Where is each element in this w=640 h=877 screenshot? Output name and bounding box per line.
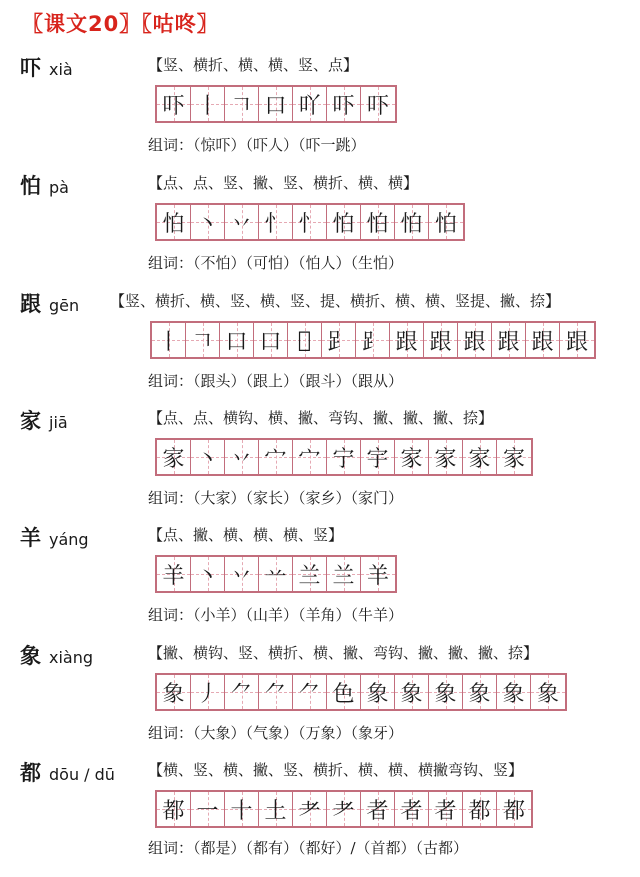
stroke-cell: 色 [327, 675, 361, 709]
stroke-order-text: 【点、点、竖、撇、竖、横折、横、横】 [148, 174, 419, 192]
stroke-cell: 吖 [293, 87, 327, 121]
stroke-cell: 象 [157, 675, 191, 709]
stroke-cell: 跟 [424, 323, 458, 357]
stroke-cell: 口 [254, 323, 288, 357]
stroke-order-text: 【竖、横折、横、横、竖、点】 [148, 56, 359, 74]
stroke-cell: 丨 [152, 323, 186, 357]
word-examples: 组词：（小羊）（山羊）（羊角）（牛羊） [148, 606, 404, 624]
character: 家 [20, 408, 41, 433]
stroke-cell: ⻊ [356, 323, 390, 357]
pinyin: xiàng [49, 648, 94, 667]
character-heading [20, 288, 79, 318]
stroke-cell: 跟 [492, 323, 526, 357]
stroke-cell: 跟 [526, 323, 560, 357]
character-heading [20, 640, 93, 670]
stroke-cell: 一 [191, 792, 225, 826]
stroke-order-text: 【竖、横折、横、竖、横、竖、提、横折、横、横、竖提、撇、捺】 [110, 292, 561, 310]
stroke-cell: 跟 [458, 323, 492, 357]
word-examples: 组词：（都是）（都有）（都好）/（首都）（古都） [148, 839, 469, 857]
stroke-cell: 怕 [395, 205, 429, 239]
stroke-grid [155, 85, 397, 123]
stroke-cell: 家 [157, 440, 191, 474]
stroke-cell: 土 [259, 792, 293, 826]
stroke-cell: 象 [463, 675, 497, 709]
stroke-cell: 𠃍 [186, 323, 220, 357]
stroke-cell: 家 [395, 440, 429, 474]
stroke-cell: 宀 [259, 440, 293, 474]
stroke-cell: 怕 [429, 205, 463, 239]
stroke-order-text: 【点、点、横钩、横、撇、弯钩、撇、撇、撇、捺】 [148, 409, 494, 427]
stroke-cell: 跟 [390, 323, 424, 357]
stroke-cell: 象 [497, 675, 531, 709]
word-examples: 组词：（不怕）（可怕）（怕人）（生怕） [148, 254, 404, 272]
stroke-cell: 䒑 [259, 557, 293, 591]
stroke-cell: 象 [429, 675, 463, 709]
stroke-cell: 𠃍 [225, 87, 259, 121]
word-examples: 组词：（跟头）（跟上）（跟斗）（跟从） [148, 372, 404, 390]
stroke-cell: 兰 [327, 557, 361, 591]
stroke-cell: 丷 [225, 205, 259, 239]
character: 都 [20, 760, 41, 785]
character: 象 [20, 643, 41, 668]
stroke-cell: 吓 [157, 87, 191, 121]
stroke-cell: 𧾷 [322, 323, 356, 357]
pinyin: pà [49, 178, 69, 197]
stroke-cell: 家 [429, 440, 463, 474]
stroke-cell: 丶 [191, 205, 225, 239]
stroke-cell: 羊 [157, 557, 191, 591]
stroke-cell: 口 [259, 87, 293, 121]
pinyin: dōu / dū [49, 765, 115, 784]
stroke-cell: 象 [361, 675, 395, 709]
character-heading [20, 757, 115, 787]
stroke-cell: 十 [225, 792, 259, 826]
stroke-cell: 羊 [361, 557, 395, 591]
stroke-cell: 家 [497, 440, 531, 474]
stroke-cell: 怕 [361, 205, 395, 239]
character: 怕 [20, 173, 41, 198]
stroke-cell: ⺈ [293, 675, 327, 709]
character-heading [20, 52, 73, 82]
pinyin: yáng [49, 530, 89, 549]
stroke-cell: 者 [361, 792, 395, 826]
stroke-order-text: 【点、撇、横、横、横、竖】 [148, 526, 344, 544]
stroke-grid [155, 673, 567, 711]
stroke-cell: 丷 [225, 557, 259, 591]
stroke-cell: 吓 [361, 87, 395, 121]
stroke-cell: 耂 [327, 792, 361, 826]
character-heading [20, 405, 68, 435]
stroke-cell: 吓 [327, 87, 361, 121]
character-heading [20, 522, 89, 552]
stroke-cell: 怕 [157, 205, 191, 239]
stroke-cell: 家 [463, 440, 497, 474]
character: 跟 [20, 291, 41, 316]
stroke-cell: 丨 [191, 87, 225, 121]
stroke-cell: ⺈ [259, 675, 293, 709]
stroke-cell: 者 [395, 792, 429, 826]
stroke-cell: 忄 [293, 205, 327, 239]
stroke-cell: 兰 [293, 557, 327, 591]
character: 羊 [20, 525, 41, 550]
stroke-cell: 宀 [293, 440, 327, 474]
stroke-cell: 丶 [191, 440, 225, 474]
stroke-cell: 耂 [293, 792, 327, 826]
stroke-cell: 宇 [361, 440, 395, 474]
word-examples: 组词：（惊吓）（吓人）（吓一跳） [148, 136, 366, 154]
stroke-cell: 象 [395, 675, 429, 709]
stroke-order-text: 【横、竖、横、撇、竖、横折、横、横、横撇弯钩、竖】 [148, 761, 524, 779]
character-heading [20, 170, 69, 200]
stroke-grid [155, 203, 465, 241]
word-examples: 组词：（大象）（气象）（万象）（象牙） [148, 724, 404, 742]
stroke-order-text: 【撇、横钩、竖、横折、横、撇、弯钩、撇、撇、撇、捺】 [148, 644, 539, 662]
stroke-cell: 忄 [259, 205, 293, 239]
stroke-cell: 口 [220, 323, 254, 357]
stroke-cell: 跟 [560, 323, 594, 357]
pinyin: gēn [49, 296, 80, 315]
stroke-cell: 丷 [225, 440, 259, 474]
stroke-cell: 都 [463, 792, 497, 826]
stroke-cell: 都 [497, 792, 531, 826]
stroke-cell: 𠯁 [288, 323, 322, 357]
pinyin: xià [49, 60, 73, 79]
stroke-cell: 丿 [191, 675, 225, 709]
stroke-grid [155, 438, 533, 476]
stroke-grid [155, 555, 397, 593]
stroke-cell: 象 [531, 675, 565, 709]
stroke-cell: ⺈ [225, 675, 259, 709]
pinyin: jiā [49, 413, 68, 432]
stroke-cell: 丶 [191, 557, 225, 591]
stroke-cell: 者 [429, 792, 463, 826]
character: 吓 [20, 55, 41, 80]
word-examples: 组词：（大家）（家长）（家乡）（家门） [148, 489, 404, 507]
stroke-cell: 宁 [327, 440, 361, 474]
stroke-grid [155, 790, 533, 828]
stroke-cell: 都 [157, 792, 191, 826]
page-title: 〖课文20〗〖咕咚〗 [22, 12, 219, 36]
stroke-grid [150, 321, 596, 359]
stroke-cell: 怕 [327, 205, 361, 239]
